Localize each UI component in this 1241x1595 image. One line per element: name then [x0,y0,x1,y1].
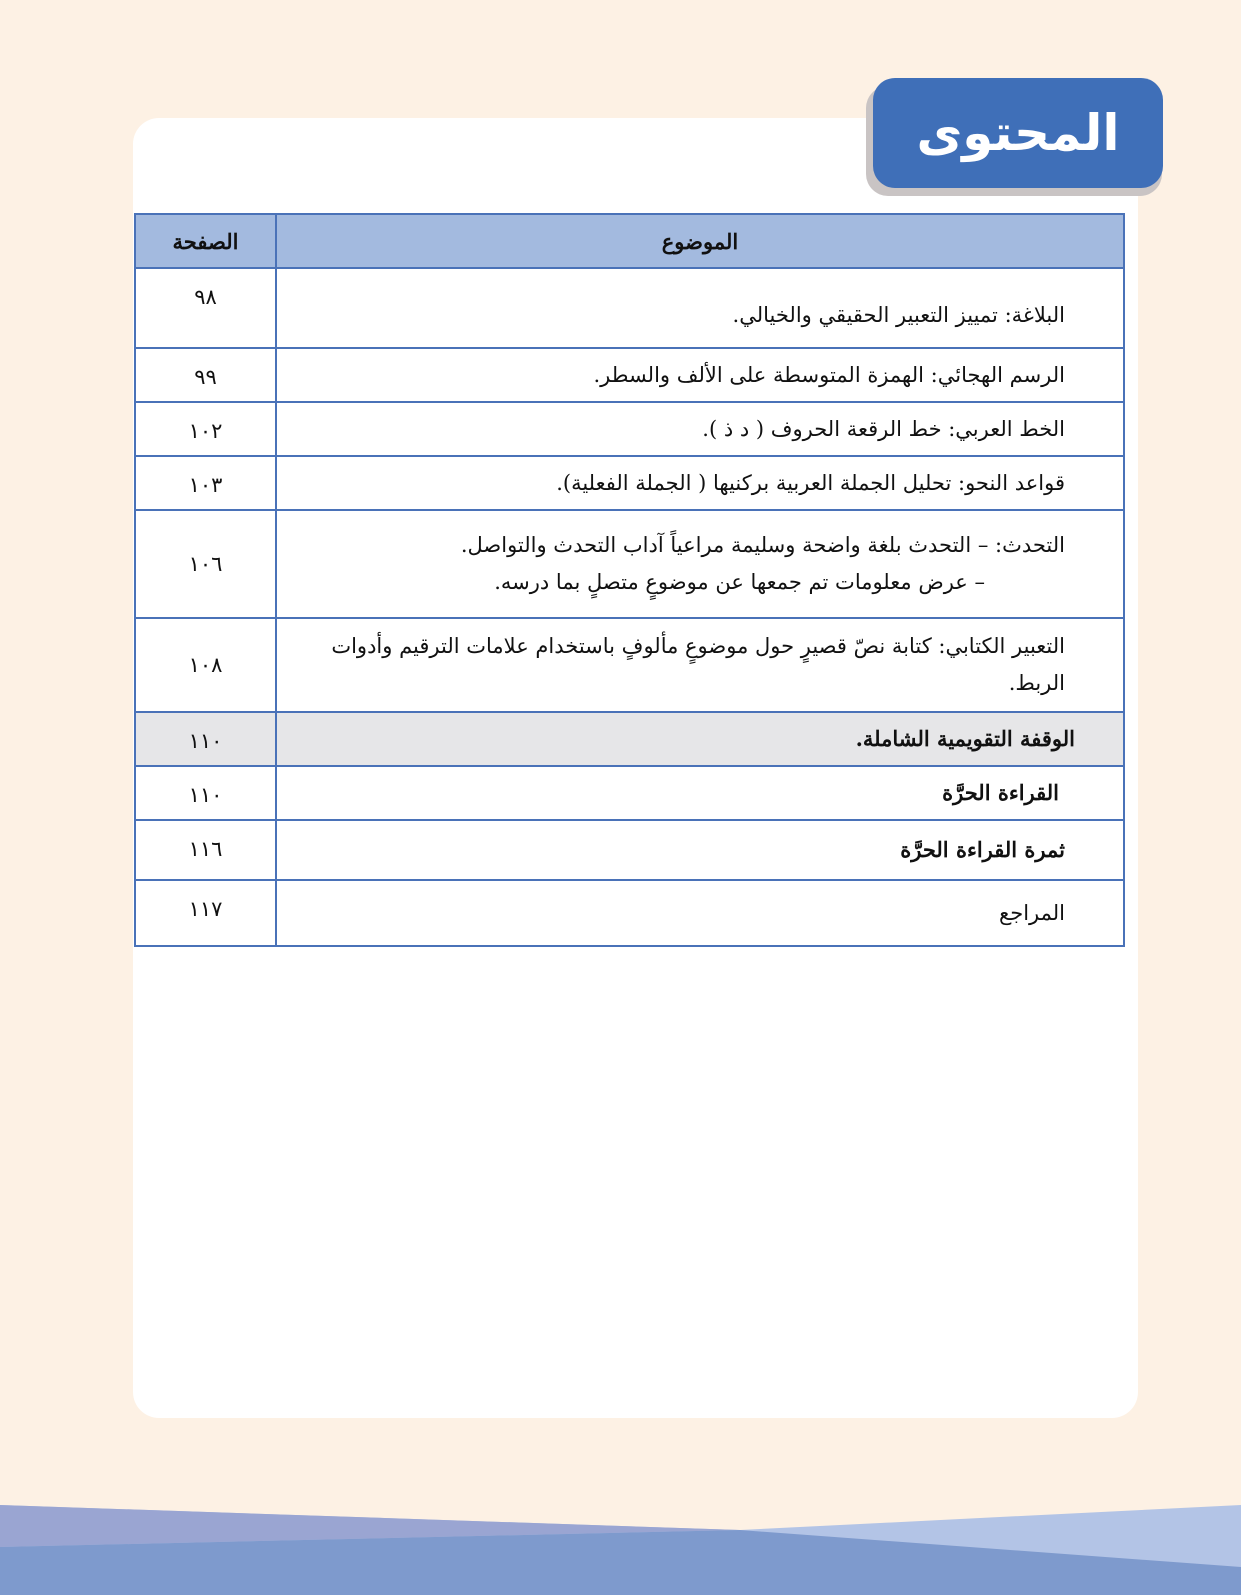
topic-cell: ثمرة القراءة الحرَّة [276,820,1124,880]
topic-line-1: التحدث: – التحدث بلغة واضحة وسليمة مراعياً آداب التحدث والتواصل. [460,533,1065,558]
table-row [135,766,1124,820]
table-row [135,880,1124,946]
page-cell: ٩٨ [135,268,276,348]
topic-cell: البلاغة: تمييز التعبير الحقيقي والخيالي. [276,268,1124,348]
topic-cell: التعبير الكتابي: كتابة نصّ قصيرٍ حول موضوعٍ مألوفٍ باستخدام علامات الترقيم وأدوات الربط. [276,618,1124,712]
table-of-contents [134,213,1125,947]
table-row [135,402,1124,456]
footer-decoration [0,1505,1241,1595]
page-title: المحتوى [916,104,1120,162]
page-cell: ١٠٦ [135,510,276,618]
table-row [135,268,1124,348]
page-cell: ١١٠ [135,766,276,820]
table-row [135,348,1124,402]
table-header-row [135,214,1124,268]
topic-cell: الخط العربي: خط الرقعة الحروف ( د ذ ). [276,402,1124,456]
topic-cell: المراجع [276,880,1124,946]
topic-cell: الرسم الهجائي: الهمزة المتوسطة على الألف والسطر. [276,348,1124,402]
table-row [135,456,1124,510]
table-row [135,820,1124,880]
topic-cell [276,510,1124,618]
page-cell: ١٠٣ [135,456,276,510]
topic-cell: القراءة الحرَّة [276,766,1124,820]
topic-cell: الوقفة التقويمية الشاملة. [276,712,1124,766]
topic-line-2: – عرض معلومات تم جمعها عن موضوعٍ متصلٍ بما درسه. [494,570,985,594]
topic-cell: قواعد النحو: تحليل الجملة العربية بركنيها ( الجملة الفعلية). [276,456,1124,510]
column-header-topic: الموضوع [276,214,1124,268]
column-header-page: الصفحة [135,214,276,268]
page-cell: ١١٧ [135,880,276,946]
title-badge [873,78,1163,188]
page-cell: ٩٩ [135,348,276,402]
page-cell: ١٠٨ [135,618,276,712]
page-cell: ١٠٢ [135,402,276,456]
table-row [135,712,1124,766]
page-cell: ١١٠ [135,712,276,766]
table-row [135,618,1124,712]
page-cell: ١١٦ [135,820,276,880]
table-row [135,510,1124,618]
